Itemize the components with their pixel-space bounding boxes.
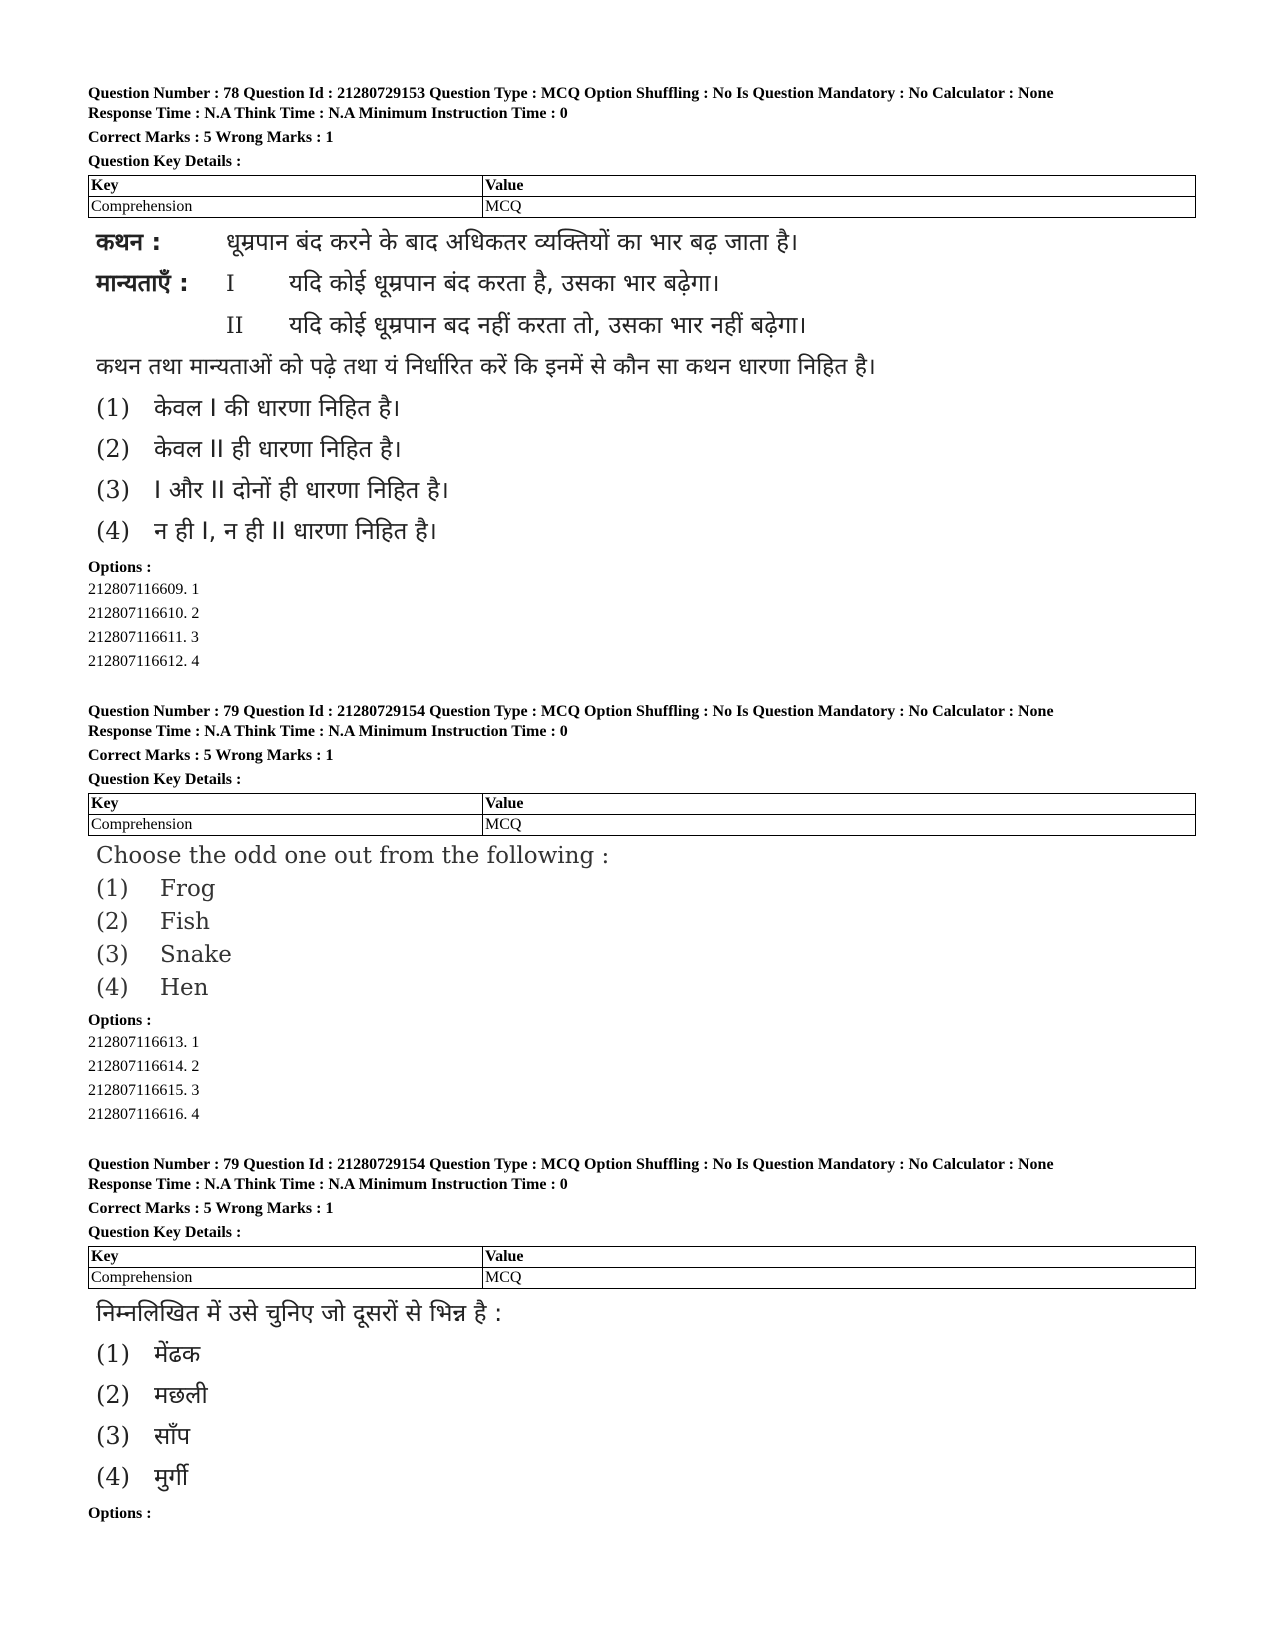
choice-text: न ही I, न ही II धारणा निहित है।: [154, 517, 437, 545]
choice-number: (3): [96, 942, 129, 968]
assumption-1-number: I: [226, 272, 235, 297]
choice-text: साँप: [154, 1422, 191, 1450]
question-header-line1: Question Number : 79 Question Id : 21280729154 Question Type : MCQ Option Shuffling : No Is Question Mandatory : No Calculator : None: [88, 1156, 1054, 1173]
table-cell-key: Comprehension: [89, 1268, 483, 1289]
choice-row: [96, 1416, 1196, 1457]
table-cell-value: MCQ: [483, 197, 1196, 218]
question-prompt: Choose the odd one out from the following :: [96, 843, 610, 869]
question-content: [88, 1293, 1196, 1498]
choice-text: केवल I की धारणा निहित है।: [154, 394, 401, 422]
choice-number: (1): [96, 394, 130, 422]
document-page: [88, 84, 1196, 1524]
options-label: Options :: [88, 1012, 152, 1029]
table-header-key: Key: [89, 794, 483, 815]
choice-number: (2): [96, 435, 130, 463]
table-header-value: Value: [483, 794, 1196, 815]
table-cell-value: MCQ: [483, 1268, 1196, 1289]
choice-row: [96, 1334, 1196, 1375]
choice-text: Fish: [160, 909, 210, 935]
key-details-table: [88, 175, 1196, 218]
table-header-value: Value: [483, 176, 1196, 197]
choice-number: (4): [96, 975, 129, 1001]
choice-text: मुर्गी: [154, 1463, 189, 1491]
question-header-line1: Question Number : 78 Question Id : 21280729153 Question Type : MCQ Option Shuffling : No Is Question Mandatory : No Calculator : None: [88, 85, 1054, 102]
question-block-79-hindi: [88, 1155, 1196, 1524]
choice-text: मेंढक: [154, 1340, 201, 1368]
choice-text: Frog: [160, 876, 216, 902]
marks-line: Correct Marks : 5 Wrong Marks : 1: [88, 1200, 334, 1217]
assumptions-label: मान्यताएँ :: [96, 269, 189, 297]
statement-label: कथन :: [96, 228, 162, 256]
choice-number: (3): [96, 1422, 130, 1450]
choice-text: Hen: [160, 975, 209, 1001]
marks-line: Correct Marks : 5 Wrong Marks : 1: [88, 129, 334, 146]
key-details-table: [88, 1246, 1196, 1289]
marks-line: Correct Marks : 5 Wrong Marks : 1: [88, 747, 334, 764]
choice-row: [96, 972, 1196, 1005]
table-header-key: Key: [89, 176, 483, 197]
assumption-1-text: यदि कोई धूम्रपान बंद करता है, उसका भार बढ़ेगा।: [289, 269, 720, 297]
assumption-2-number: II: [226, 314, 244, 339]
question-prompt: निम्नलिखित में उसे चुनिए जो दूसरों से भिन्न है :: [96, 1299, 503, 1327]
option-id: 212807116615. 3: [88, 1082, 200, 1099]
choice-text: Snake: [160, 942, 232, 968]
option-id: 212807116612. 4: [88, 653, 200, 670]
choice-number: (3): [96, 476, 130, 504]
choice-row: [96, 511, 1196, 552]
choice-number: (1): [96, 876, 129, 902]
table-cell-key: Comprehension: [89, 815, 483, 836]
choice-text: केवल II ही धारणा निहित है।: [154, 435, 402, 463]
options-label: Options :: [88, 559, 152, 576]
choice-row: [96, 873, 1196, 906]
option-id: 212807116609. 1: [88, 581, 200, 598]
statement-text: धूम्रपान बंद करने के बाद अधिकतर व्यक्तियों का भार बढ़ जाता है।: [226, 228, 799, 256]
key-details-label: Question Key Details :: [88, 1224, 242, 1241]
choice-row: [96, 1375, 1196, 1416]
table-header-value: Value: [483, 1247, 1196, 1268]
choice-text: I और II दोनों ही धारणा निहित है।: [154, 476, 449, 504]
key-details-table: [88, 793, 1196, 836]
option-id: 212807116611. 3: [88, 629, 199, 646]
question-block-79-english: [88, 702, 1196, 1127]
choice-row: [96, 939, 1196, 972]
choice-row: [96, 429, 1196, 470]
question-header-line2: Response Time : N.A Think Time : N.A Minimum Instruction Time : 0: [88, 105, 568, 122]
choice-number: (2): [96, 909, 129, 935]
option-id: 212807116610. 2: [88, 605, 200, 622]
table-cell-key: Comprehension: [89, 197, 483, 218]
options-label: Options :: [88, 1505, 152, 1522]
key-details-label: Question Key Details :: [88, 153, 242, 170]
choice-text: मछली: [154, 1381, 208, 1409]
option-id: 212807116613. 1: [88, 1034, 200, 1051]
choice-row: [96, 906, 1196, 939]
choice-number: (1): [96, 1340, 130, 1368]
table-header-key: Key: [89, 1247, 483, 1268]
question-header-line2: Response Time : N.A Think Time : N.A Minimum Instruction Time : 0: [88, 723, 568, 740]
choice-number: (4): [96, 1463, 130, 1491]
choice-number: (4): [96, 517, 130, 545]
choice-number: (2): [96, 1381, 130, 1409]
assumption-2-text: यदि कोई धूम्रपान बद नहीं करता तो, उसका भार नहीं बढ़ेगा।: [289, 311, 807, 339]
key-details-label: Question Key Details :: [88, 771, 242, 788]
question-block-78: [88, 84, 1196, 674]
question-content: [88, 222, 1196, 552]
instruction-text: कथन तथा मान्यताओं को पढ़े तथा यं निर्धारित करें कि इनमें से कौन सा कथन धारणा निहित है।: [96, 354, 876, 380]
question-header-line1: Question Number : 79 Question Id : 21280729154 Question Type : MCQ Option Shuffling : No Is Question Mandatory : No Calculator : None: [88, 703, 1054, 720]
option-id: 212807116616. 4: [88, 1106, 200, 1123]
table-cell-value: MCQ: [483, 815, 1196, 836]
option-id: 212807116614. 2: [88, 1058, 200, 1075]
question-content: [88, 840, 1196, 1005]
question-header-line2: Response Time : N.A Think Time : N.A Minimum Instruction Time : 0: [88, 1176, 568, 1193]
choice-row: [96, 1457, 1196, 1498]
choice-row: [96, 470, 1196, 511]
choice-row: [96, 388, 1196, 429]
